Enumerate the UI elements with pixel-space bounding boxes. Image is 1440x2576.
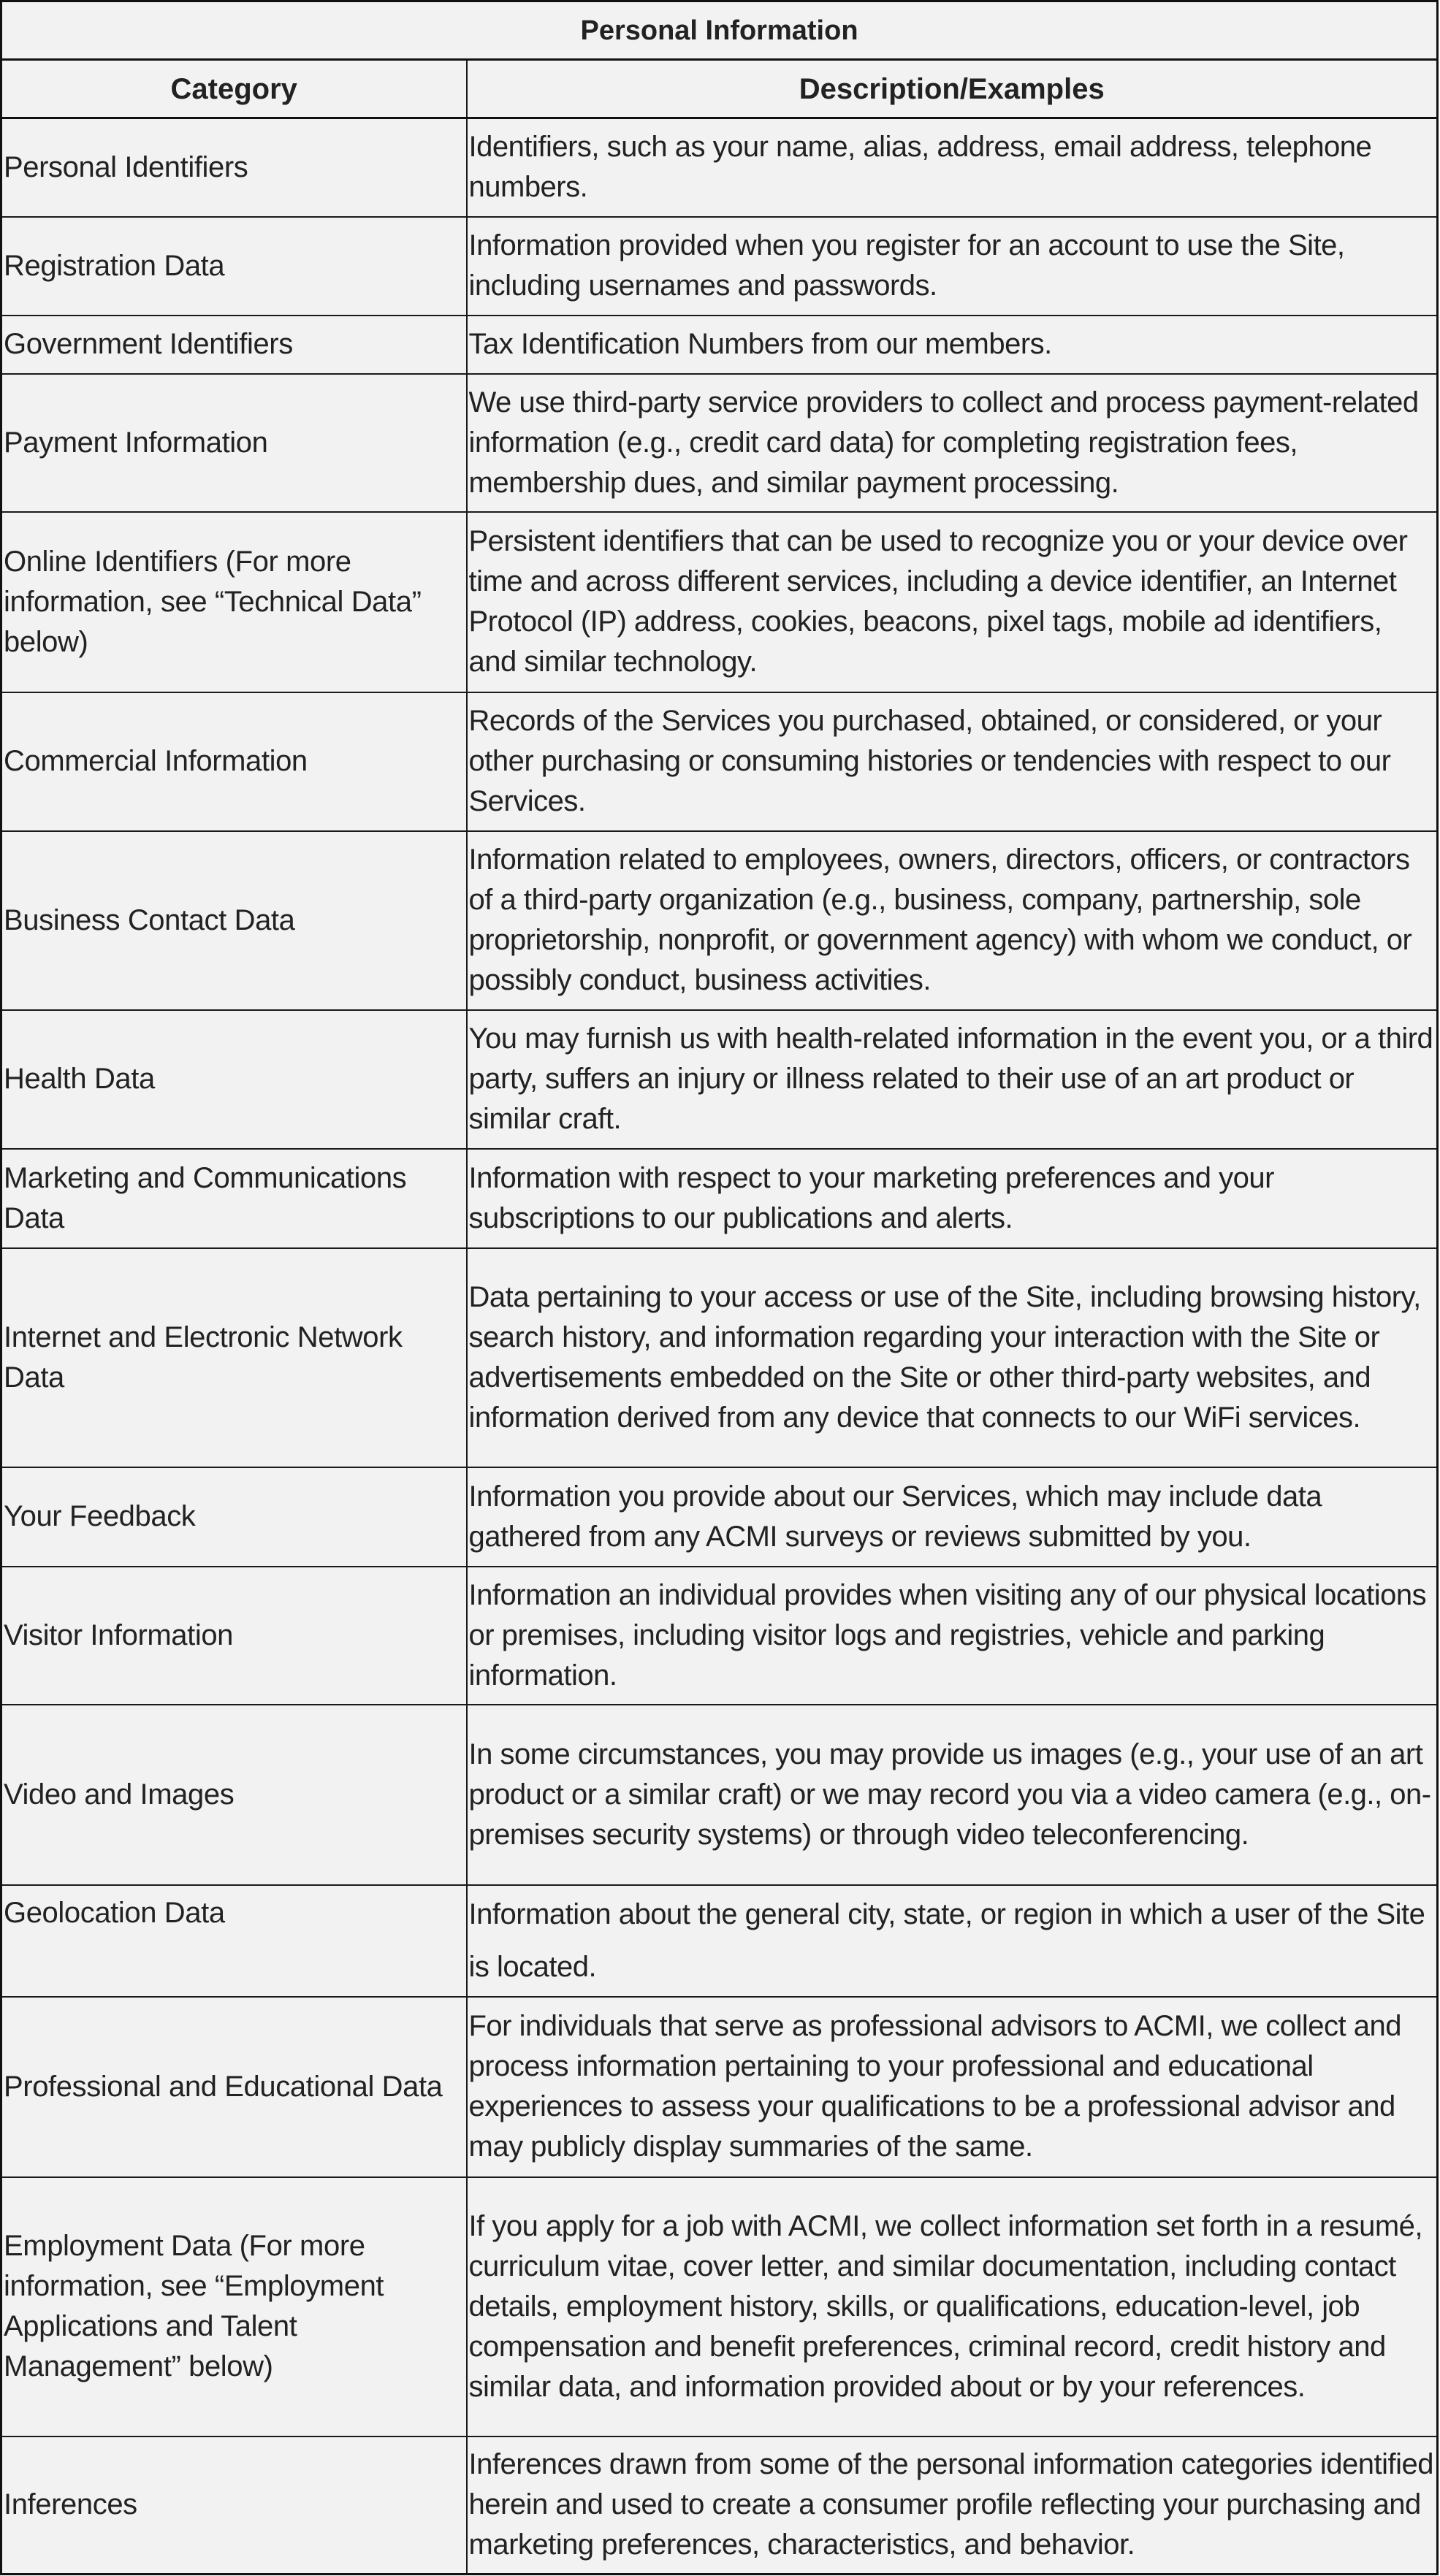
table-row [1, 1467, 1438, 1567]
category-cell: Your Feedback [1, 1467, 467, 1567]
category-cell: Payment Information [1, 374, 467, 512]
category-cell: Geolocation Data [1, 1885, 467, 1997]
description-cell: Information about the general city, state, or region in which a user of the Site is located. [467, 1885, 1438, 1997]
description-cell: Information with respect to your marketing preferences and your subscriptions to our publications and alerts. [467, 1149, 1438, 1248]
description-cell: Inferences drawn from some of the personal information categories identified herein and used to create a consumer profile reflecting your purchasing and marketing preferences, characteristics, and behavior. [467, 2437, 1438, 2575]
table-row [1, 118, 1438, 217]
table-title: Personal Information [1, 1, 1438, 60]
table-row [1, 1248, 1438, 1467]
description-cell: If you apply for a job with ACMI, we collect information set forth in a resumé, curriculum vitae, cover letter, and similar documentation, including contact details, employment history, skills, or qualifications, education-level, job compensation and benefit preferences, criminal record, credit history and similar data, and information provided about or by your references. [467, 2177, 1438, 2437]
table-row [1, 1997, 1438, 2177]
description-cell: You may furnish us with health-related information in the event you, or a third party, suffers an injury or illness related to their use of an art product or similar craft. [467, 1010, 1438, 1149]
category-cell: Personal Identifiers [1, 118, 467, 217]
table-row [1, 2437, 1438, 2575]
description-cell: Data pertaining to your access or use of the Site, including browsing history, search history, and information regarding your interaction with the Site or advertisements embedded on the Site or other third-party websites, and information derived from any device that connects to our WiFi services. [467, 1248, 1438, 1467]
category-cell: Video and Images [1, 1705, 467, 1885]
description-cell: Persistent identifiers that can be used to recognize you or your device over time and across different services, including a device identifier, an Internet Protocol (IP) address, cookies, beacons, pixel tags, mobile ad identifiers, and similar technology. [467, 512, 1438, 692]
description-cell: We use third-party service providers to collect and process payment-related information (e.g., credit card data) for completing registration fees, membership dues, and similar payment processing. [467, 374, 1438, 512]
table-row [1, 1705, 1438, 1885]
table-row [1, 1567, 1438, 1705]
description-cell: Tax Identification Numbers from our members. [467, 316, 1438, 374]
table-row [1, 316, 1438, 374]
description-cell: Information related to employees, owners, directors, officers, or contractors of a third-party organization (e.g., business, company, partnership, sole proprietorship, nonprofit, or government agency) with whom we conduct, or possibly conduct, business activities. [467, 831, 1438, 1010]
category-cell: Online Identifiers (For more information, see “Technical Data” below) [1, 512, 467, 692]
category-cell: Commercial Information [1, 692, 467, 831]
category-cell: Internet and Electronic Network Data [1, 1248, 467, 1467]
category-cell: Government Identifiers [1, 316, 467, 374]
category-cell: Business Contact Data [1, 831, 467, 1010]
table-header-row [1, 60, 1438, 118]
description-cell: Information you provide about our Services, which may include data gathered from any ACMI surveys or reviews submitted by you. [467, 1467, 1438, 1567]
table-title-row [1, 1, 1438, 60]
table-row [1, 1010, 1438, 1149]
table-row [1, 2177, 1438, 2437]
description-cell: Identifiers, such as your name, alias, address, email address, telephone numbers. [467, 118, 1438, 217]
category-cell: Marketing and Communications Data [1, 1149, 467, 1248]
table-row [1, 692, 1438, 831]
description-cell: For individuals that serve as professional advisors to ACMI, we collect and process information pertaining to your professional and educational experiences to assess your qualifications to be a professional advisor and may publicly display summaries of the same. [467, 1997, 1438, 2177]
table-row [1, 512, 1438, 692]
category-cell: Visitor Information [1, 1567, 467, 1705]
table-row [1, 374, 1438, 512]
category-cell: Health Data [1, 1010, 467, 1149]
column-header-description: Description/Examples [467, 60, 1438, 118]
category-cell: Registration Data [1, 217, 467, 316]
table-row [1, 217, 1438, 316]
description-cell: Records of the Services you purchased, obtained, or considered, or your other purchasing or consuming histories or tendencies with respect to our Services. [467, 692, 1438, 831]
table-row [1, 1885, 1438, 1997]
column-header-category: Category [1, 60, 467, 118]
table-row [1, 1149, 1438, 1248]
category-cell: Employment Data (For more information, see “Employment Applications and Talent Management” below) [1, 2177, 467, 2437]
description-cell: In some circumstances, you may provide us images (e.g., your use of an art product or a similar craft) or we may record you via a video camera (e.g., on-premises security systems) or through video teleconferencing. [467, 1705, 1438, 1885]
description-cell: Information provided when you register for an account to use the Site, including usernames and passwords. [467, 217, 1438, 316]
category-cell: Professional and Educational Data [1, 1997, 467, 2177]
description-cell: Information an individual provides when visiting any of our physical locations or premises, including visitor logs and registries, vehicle and parking information. [467, 1567, 1438, 1705]
category-cell: Inferences [1, 2437, 467, 2575]
table-row [1, 831, 1438, 1010]
